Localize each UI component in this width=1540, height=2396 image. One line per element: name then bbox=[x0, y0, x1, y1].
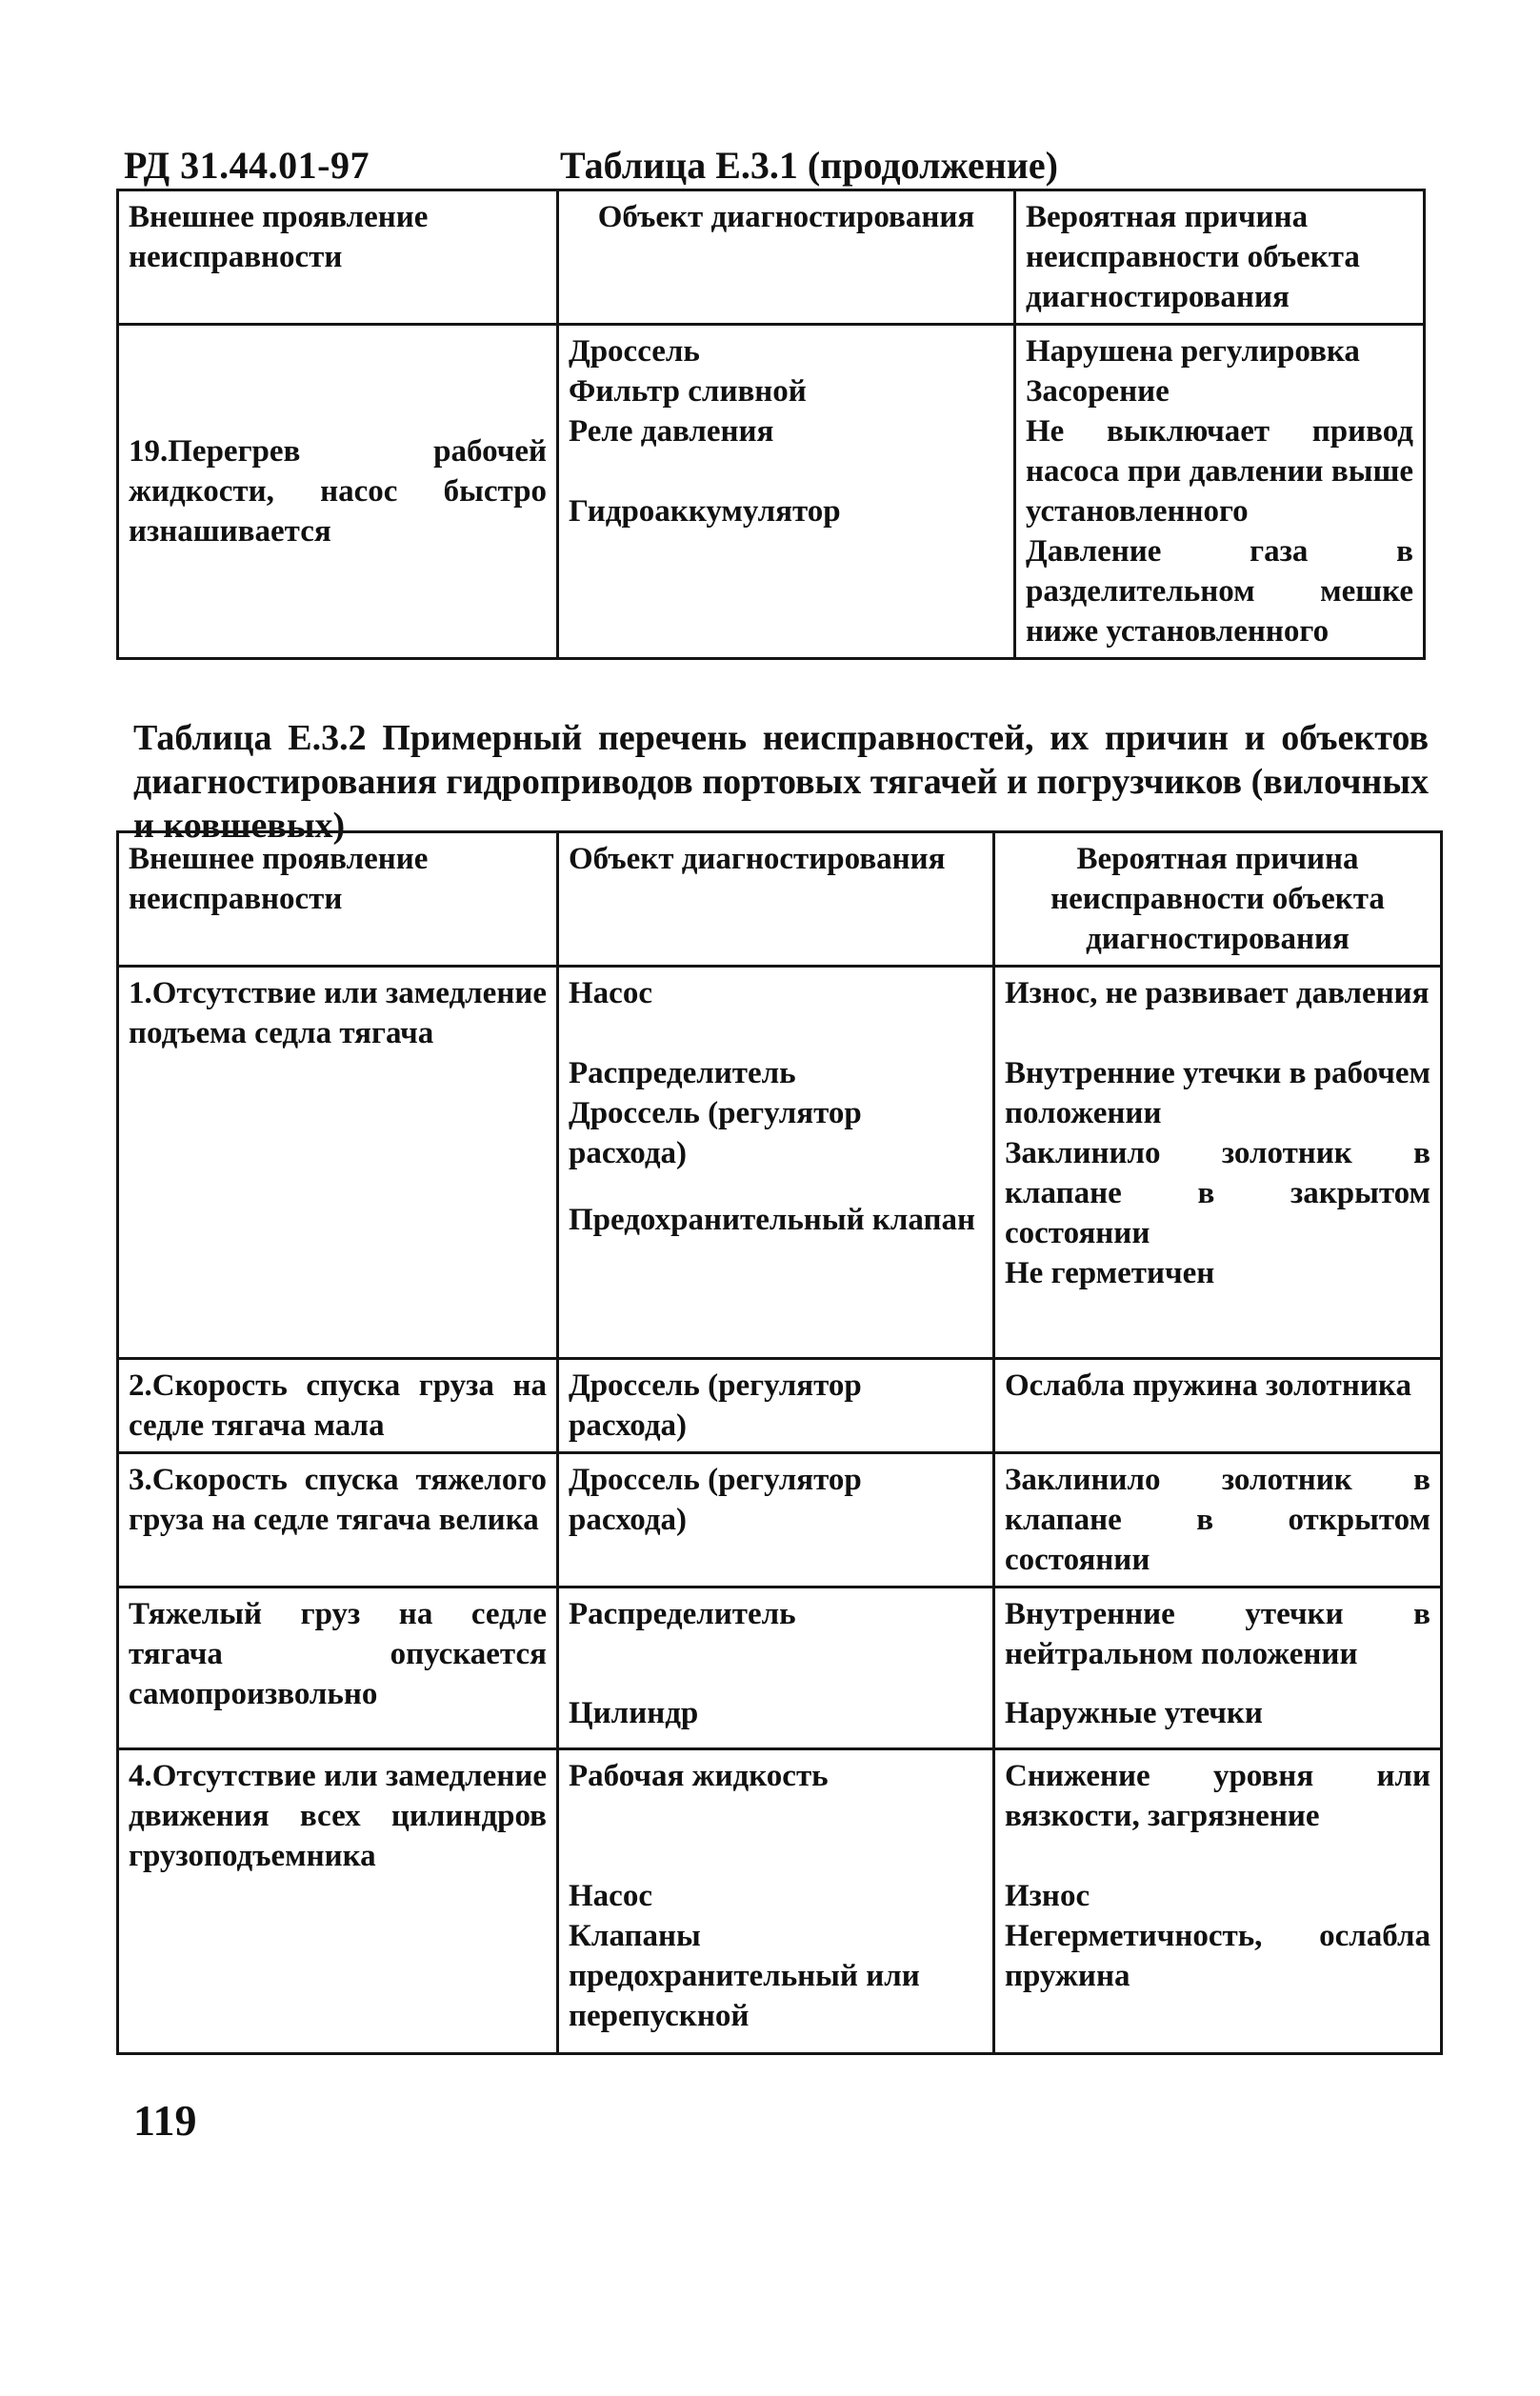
object-item: Рабочая жидкость bbox=[569, 1759, 829, 1793]
symptom-cell: 4.Отсутствие или замедление движения всех цилиндров грузоподъемника bbox=[118, 1749, 558, 2054]
symptom-cell: 2.Скорость спуска груза на седле тягача мала bbox=[118, 1359, 558, 1453]
header-cell: Объект диагностирования bbox=[558, 190, 1015, 325]
header-cell: Объект диагностирования bbox=[558, 832, 994, 967]
objects-cell: Дроссель (регулятор расхода) bbox=[558, 1359, 994, 1453]
objects-cell bbox=[558, 1749, 994, 2054]
cause-item: Заклинило золотник в клапане в закрытом состоянии bbox=[1005, 1136, 1430, 1250]
cause-item: Снижение уровня или вязкости, загрязнение bbox=[1005, 1759, 1430, 1833]
table2-caption: Таблица Е.3.2 Примерный перечень неисправностей, их причин и объектов диагностирования гидроприводов портовых тягачей и погрузчиков (вилочных и ковшевых) bbox=[133, 718, 1429, 846]
cause-item: Износ, не развивает давления bbox=[1005, 976, 1430, 1010]
table-e31 bbox=[116, 189, 1426, 660]
cause-item: Наружные утечки bbox=[1005, 1696, 1263, 1730]
header-cell: Внешнее проявление неисправности bbox=[118, 190, 558, 325]
causes-cell bbox=[994, 1749, 1442, 2054]
symptom-cell: Тяжелый груз на седле тягача опускается самопроизвольно bbox=[118, 1587, 558, 1749]
cause-item: Износ bbox=[1005, 1879, 1090, 1913]
object-item: Клапаны предохранительный или перепускной bbox=[569, 1919, 920, 2033]
object-item: Распределитель bbox=[569, 1597, 796, 1631]
objects-cell bbox=[558, 967, 994, 1359]
causes-cell bbox=[1015, 325, 1425, 659]
document-code: РД 31.44.01-97 bbox=[124, 144, 370, 187]
object-item: Дроссель bbox=[569, 334, 700, 369]
cause-item: Внутренние утечки в рабочем положении bbox=[1005, 1056, 1430, 1130]
page-number: 119 bbox=[133, 2096, 197, 2145]
cause-item: Нарушена регулировка bbox=[1026, 334, 1360, 369]
causes-cell bbox=[994, 967, 1442, 1359]
cause-item: Засорение bbox=[1026, 374, 1170, 409]
cause-item: Давление газа в разделительном мешке ниже установленного bbox=[1026, 534, 1413, 649]
objects-cell: Дроссель (регулятор расхода) bbox=[558, 1453, 994, 1587]
object-item: Дроссель (регулятор расхода) bbox=[569, 1096, 862, 1170]
object-item: Насос bbox=[569, 1879, 652, 1913]
table-row bbox=[118, 1359, 1442, 1453]
header-cell: Внешнее проявление неисправности bbox=[118, 832, 558, 967]
table-e32 bbox=[116, 830, 1443, 2055]
header-cell: Вероятная причина неисправности объекта диагностирования bbox=[1015, 190, 1425, 325]
table-row bbox=[118, 1749, 1442, 2054]
table-row bbox=[118, 1453, 1442, 1587]
causes-cell: Заклинило золотник в клапане в открытом состоянии bbox=[994, 1453, 1442, 1587]
object-item: Гидроаккумулятор bbox=[569, 494, 841, 529]
object-item: Фильтр сливной bbox=[569, 374, 807, 409]
objects-cell bbox=[558, 325, 1015, 659]
cause-item: Не герметичен bbox=[1005, 1256, 1215, 1290]
causes-cell bbox=[994, 1587, 1442, 1749]
table-header-row bbox=[118, 832, 1442, 967]
objects-cell bbox=[558, 1587, 994, 1749]
cause-item: Негерметичность, ослабла пружина bbox=[1005, 1919, 1430, 1993]
object-item: Распределитель bbox=[569, 1056, 796, 1090]
symptom-cell: 3.Скорость спуска тяжелого груза на седле тягача велика bbox=[118, 1453, 558, 1587]
cause-item: Внутренние утечки в нейтральном положении bbox=[1005, 1597, 1430, 1671]
table1-caption: Таблица Е.3.1 (продолжение) bbox=[560, 144, 1058, 187]
table-row bbox=[118, 325, 1425, 659]
object-item: Предохранительный клапан bbox=[569, 1203, 975, 1237]
object-item: Цилиндр bbox=[569, 1696, 699, 1730]
header-cell: Вероятная причина неисправности объекта диагностирования bbox=[994, 832, 1442, 967]
table-row bbox=[118, 967, 1442, 1359]
object-item: Насос bbox=[569, 976, 652, 1010]
object-item: Реле давления bbox=[569, 414, 774, 449]
causes-cell: Ослабла пружина золотника bbox=[994, 1359, 1442, 1453]
table-header-row bbox=[118, 190, 1425, 325]
table-row bbox=[118, 1587, 1442, 1749]
symptom-cell: 19.Перегрев рабочей жидкости, насос быстро изнашивается bbox=[118, 325, 558, 659]
symptom-cell: 1.Отсутствие или замедление подъема седла тягача bbox=[118, 967, 558, 1359]
cause-item: Не выключает привод насоса при давлении выше установленного bbox=[1026, 414, 1413, 529]
